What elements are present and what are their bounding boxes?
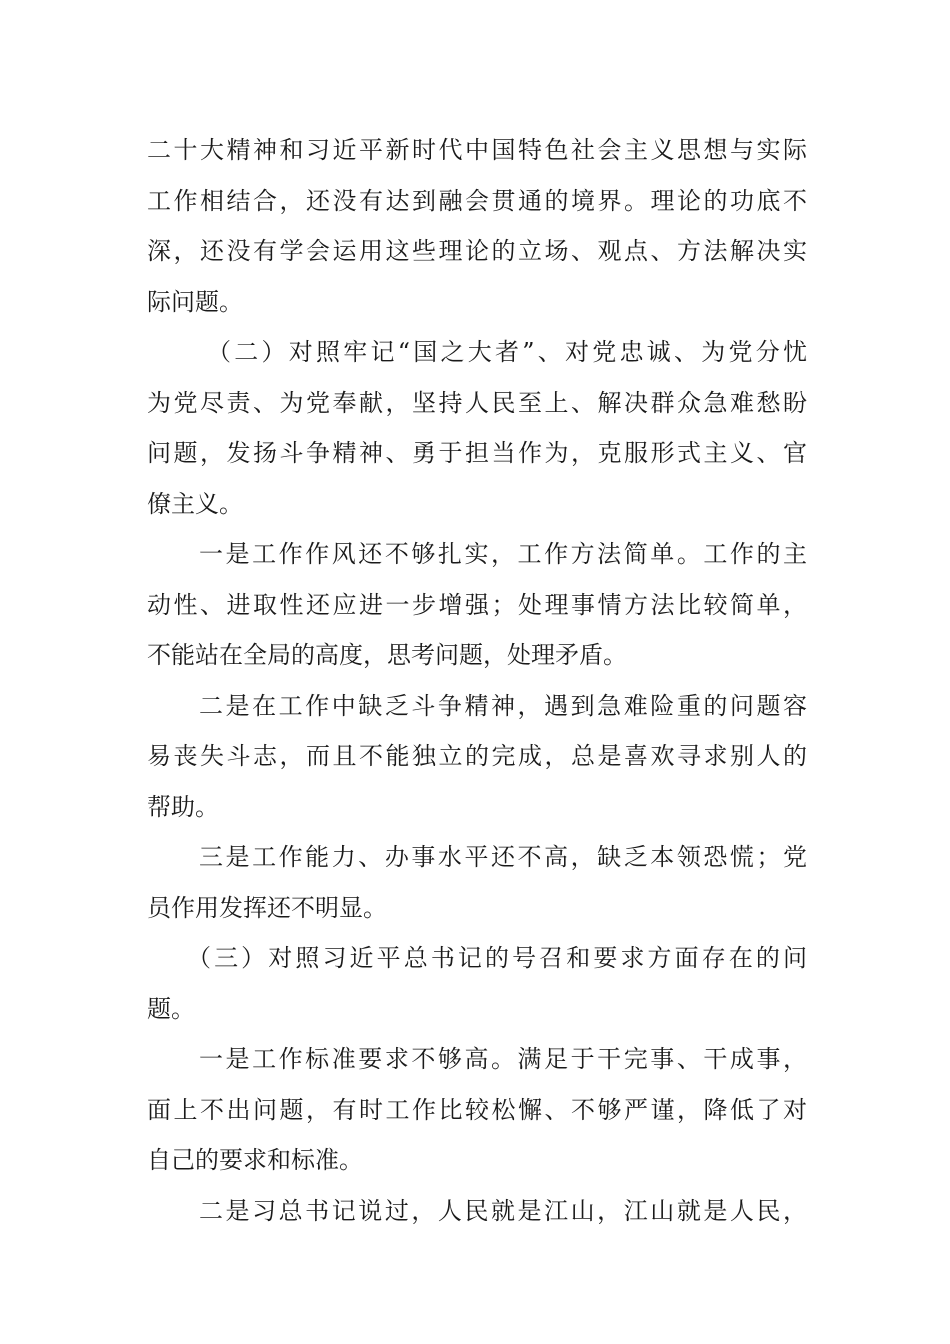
text-line: 员作用发挥还不明显。 bbox=[147, 893, 387, 922]
text-line: 深，还没有学会运用这些理论的立场、观点、方法解决实 bbox=[147, 237, 807, 265]
paragraph-item-3 bbox=[147, 832, 807, 933]
text-line: 易丧失斗志，而且不能独立的完成，总是喜欢寻求别人的 bbox=[147, 742, 807, 770]
text-line: 一是工作标准要求不够高。满足于干完事、干成事， bbox=[199, 1045, 807, 1073]
text-line: 二是在工作中缺乏斗争精神，遇到急难险重的问题容 bbox=[199, 691, 807, 720]
text-line: 二是习总书记说过，人民就是江山，江山就是人民， bbox=[199, 1196, 807, 1225]
text-line: 三是工作能力、办事水平还不高，缺乏本领恐慌；党 bbox=[199, 843, 807, 871]
text-line: 帮助。 bbox=[147, 792, 219, 821]
text-line: 一是工作作风还不够扎实，工作方法简单。工作的主 bbox=[199, 540, 807, 568]
text-line: 工作相结合，还没有达到融会贯通的境界。理论的功底不 bbox=[147, 186, 807, 215]
paragraph-item-4 bbox=[147, 1034, 807, 1186]
text-line: 际问题。 bbox=[147, 287, 243, 316]
section-heading-3 bbox=[147, 933, 807, 1034]
section-heading-2 bbox=[147, 327, 807, 529]
text-line: （二）对照牢记“国之大者”、对党忠诚、为党分忧 bbox=[207, 338, 807, 366]
text-line: 为党尽责、为党奉献，坚持人民至上、解决群众急难愁盼 bbox=[147, 388, 807, 417]
text-line: 问题，发扬斗争精神、勇于担当作为，克服形式主义、官 bbox=[147, 439, 807, 467]
text-line: 面上不出问题，有时工作比较松懈、不够严谨，降低了对 bbox=[147, 1095, 807, 1124]
text-line: 不能站在全局的高度，思考问题，处理矛盾。 bbox=[147, 641, 627, 669]
paragraph-theory-shortcomings bbox=[147, 125, 807, 327]
paragraph-item-1 bbox=[147, 529, 807, 681]
text-line: 题。 bbox=[147, 994, 195, 1023]
text-line: 动性、进取性还应进一步增强；处理事情方法比较简单， bbox=[147, 590, 807, 619]
text-line: 自己的要求和标准。 bbox=[147, 1146, 363, 1174]
paragraph-item-5 bbox=[147, 1186, 807, 1237]
text-line: 二十大精神和习近平新时代中国特色社会主义思想与实际 bbox=[147, 136, 807, 164]
text-line: 僚主义。 bbox=[147, 489, 243, 518]
text-line: （三）对照习近平总书记的号召和要求方面存在的问 bbox=[187, 944, 807, 972]
paragraph-item-2 bbox=[147, 681, 807, 833]
document-body bbox=[147, 125, 807, 1236]
